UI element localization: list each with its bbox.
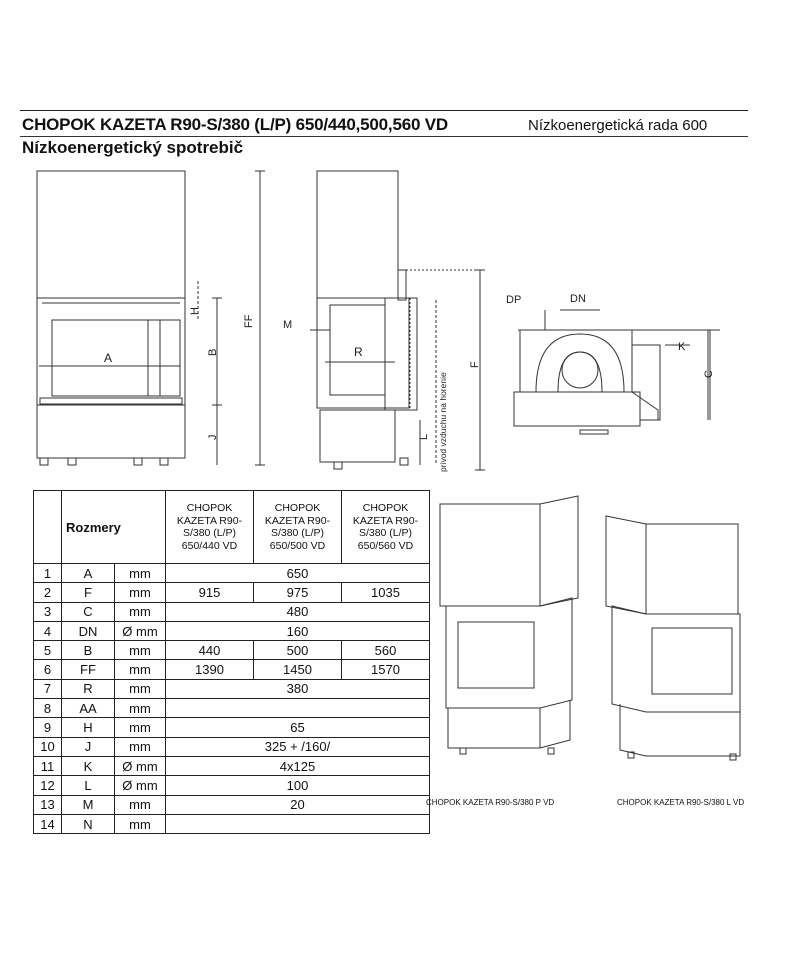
table-row bbox=[34, 718, 430, 737]
column-header-560: CHOPOK KAZETA R90- S/380 (L/P) 650/560 VD bbox=[342, 491, 430, 564]
row-value: 560 bbox=[342, 641, 430, 660]
row-number: 6 bbox=[34, 660, 62, 679]
row-value: 1390 bbox=[166, 660, 254, 679]
row-number: 7 bbox=[34, 679, 62, 698]
table-row bbox=[34, 660, 430, 679]
row-number: 1 bbox=[34, 564, 62, 583]
row-number: 2 bbox=[34, 583, 62, 602]
row-value: 1570 bbox=[342, 660, 430, 679]
product-title: CHOPOK KAZETA R90-S/380 (L/P) 650/440,500,560 VD bbox=[22, 115, 448, 134]
row-symbol: F bbox=[62, 583, 115, 602]
row-number: 4 bbox=[34, 621, 62, 640]
row-number: 13 bbox=[34, 795, 62, 814]
label-R: R bbox=[354, 345, 363, 359]
row-value: 500 bbox=[254, 641, 342, 660]
row-symbol: A bbox=[62, 564, 115, 583]
row-value: 4x125 bbox=[166, 756, 430, 775]
row-unit: Ø mm bbox=[115, 776, 166, 795]
label-L: L bbox=[418, 433, 430, 440]
row-number: 11 bbox=[34, 756, 62, 775]
label-K: K bbox=[678, 341, 686, 353]
row-number: 5 bbox=[34, 641, 62, 660]
product-subtitle: Nízkoenergetický spotrebič bbox=[22, 138, 244, 157]
row-value bbox=[166, 699, 430, 718]
row-symbol: DN bbox=[62, 621, 115, 640]
row-unit: mm bbox=[115, 583, 166, 602]
caption-l-version: CHOPOK KAZETA R90-S/380 L VD bbox=[617, 798, 745, 807]
table-header-row bbox=[34, 491, 430, 564]
row-unit: mm bbox=[115, 699, 166, 718]
row-value bbox=[166, 814, 430, 833]
row-unit: mm bbox=[115, 602, 166, 621]
table-row bbox=[34, 699, 430, 718]
row-unit: Ø mm bbox=[115, 756, 166, 775]
top-view-drawing bbox=[514, 310, 720, 434]
row-number: 14 bbox=[34, 814, 62, 833]
label-A: A bbox=[104, 351, 113, 365]
row-number: 8 bbox=[34, 699, 62, 718]
row-value: 100 bbox=[166, 776, 430, 795]
column-header-440: CHOPOK KAZETA R90- S/380 (L/P) 650/440 VD bbox=[166, 491, 254, 564]
row-value: 650 bbox=[166, 564, 430, 583]
row-unit: Ø mm bbox=[115, 621, 166, 640]
header-empty-cell bbox=[34, 491, 62, 564]
label-F: F bbox=[469, 361, 481, 368]
row-value: 65 bbox=[166, 718, 430, 737]
row-value: 20 bbox=[166, 795, 430, 814]
row-value: 160 bbox=[166, 621, 430, 640]
table-row bbox=[34, 814, 430, 833]
row-value: 480 bbox=[166, 602, 430, 621]
row-symbol: B bbox=[62, 641, 115, 660]
row-unit: mm bbox=[115, 679, 166, 698]
row-number: 3 bbox=[34, 602, 62, 621]
row-number: 10 bbox=[34, 737, 62, 756]
label-H: H bbox=[189, 307, 201, 315]
table-row bbox=[34, 641, 430, 660]
row-unit: mm bbox=[115, 718, 166, 737]
table-row bbox=[34, 776, 430, 795]
row-symbol: K bbox=[62, 756, 115, 775]
row-value: 440 bbox=[166, 641, 254, 660]
row-value: 1035 bbox=[342, 583, 430, 602]
front-view-drawing bbox=[37, 171, 265, 465]
row-symbol: J bbox=[62, 737, 115, 756]
product-series: Nízkoenergetická rada 600 bbox=[528, 117, 708, 134]
label-FF: FF bbox=[243, 314, 255, 328]
row-symbol: AA bbox=[62, 699, 115, 718]
row-symbol: N bbox=[62, 814, 115, 833]
row-unit: mm bbox=[115, 641, 166, 660]
caption-p-version: CHOPOK KAZETA R90-S/380 P VD bbox=[426, 798, 555, 807]
row-unit: mm bbox=[115, 660, 166, 679]
table-row bbox=[34, 621, 430, 640]
table-row bbox=[34, 679, 430, 698]
row-symbol: FF bbox=[62, 660, 115, 679]
row-value: 380 bbox=[166, 679, 430, 698]
row-number: 9 bbox=[34, 718, 62, 737]
table-row bbox=[34, 583, 430, 602]
row-symbol: L bbox=[62, 776, 115, 795]
row-value: 975 bbox=[254, 583, 342, 602]
table-title: Rozmery bbox=[62, 491, 166, 564]
row-symbol: H bbox=[62, 718, 115, 737]
row-unit: mm bbox=[115, 564, 166, 583]
label-M: M bbox=[283, 319, 293, 331]
row-number: 12 bbox=[34, 776, 62, 795]
label-C: C bbox=[703, 370, 715, 378]
version-p-drawing bbox=[440, 496, 578, 754]
label-DP: DP bbox=[506, 294, 522, 306]
row-unit: mm bbox=[115, 814, 166, 833]
table-row bbox=[34, 564, 430, 583]
table-row bbox=[34, 756, 430, 775]
row-value: 915 bbox=[166, 583, 254, 602]
column-header-500: CHOPOK KAZETA R90- S/380 (L/P) 650/500 VD bbox=[254, 491, 342, 564]
table-row bbox=[34, 737, 430, 756]
side-view-drawing bbox=[310, 171, 485, 470]
table-row bbox=[34, 602, 430, 621]
row-unit: mm bbox=[115, 795, 166, 814]
version-l-drawing bbox=[606, 516, 740, 760]
label-air-inlet: privod vzduchu na horenie bbox=[438, 372, 448, 472]
dimensions-table bbox=[33, 490, 430, 834]
table-row bbox=[34, 795, 430, 814]
label-B: B bbox=[207, 348, 219, 356]
row-value: 325 + /160/ bbox=[166, 737, 430, 756]
row-symbol: C bbox=[62, 602, 115, 621]
row-symbol: R bbox=[62, 679, 115, 698]
row-symbol: M bbox=[62, 795, 115, 814]
row-unit: mm bbox=[115, 737, 166, 756]
row-value: 1450 bbox=[254, 660, 342, 679]
label-J: J bbox=[207, 434, 219, 440]
label-DN: DN bbox=[570, 293, 586, 305]
